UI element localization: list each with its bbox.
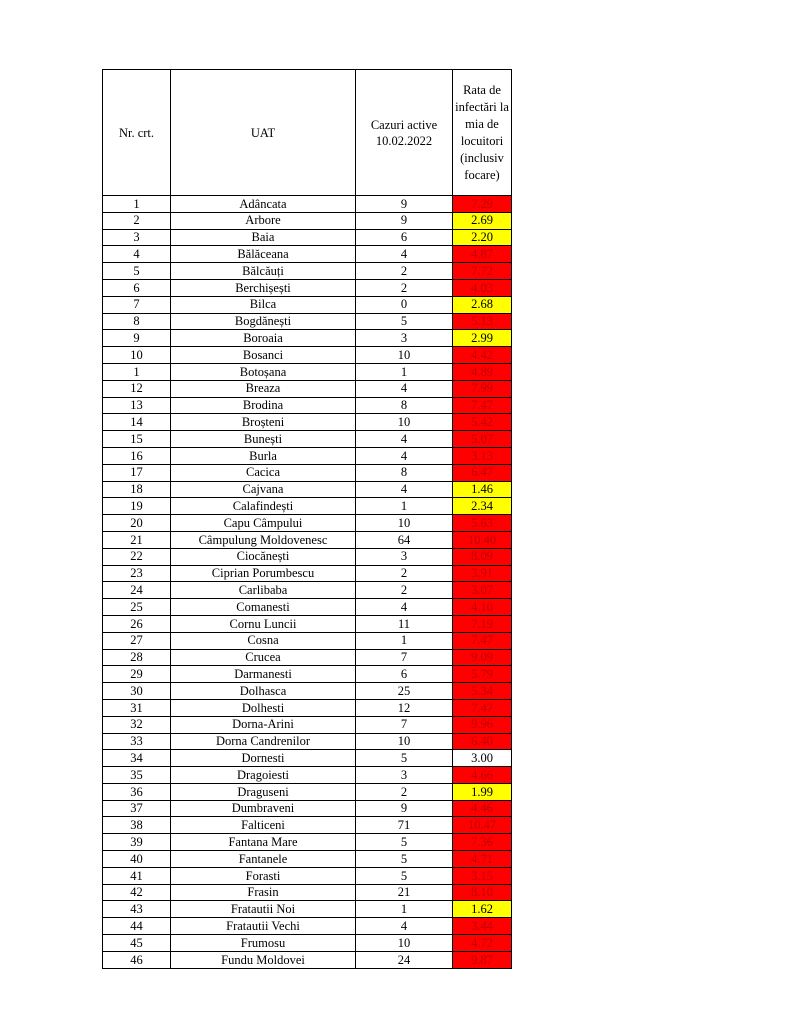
cell-infection-rate: 6.47 [453,464,512,481]
cell-uat: Baia [171,229,356,246]
cell-infection-rate: 2.20 [453,229,512,246]
cell-nr: 35 [103,767,171,784]
table-row [103,313,512,330]
cell-infection-rate: 9.87 [453,951,512,968]
table-row [103,733,512,750]
cell-uat: Botoșana [171,363,356,380]
cell-nr: 32 [103,716,171,733]
cell-nr: 30 [103,683,171,700]
cell-active-cases: 3 [356,767,453,784]
cell-infection-rate: 7.47 [453,397,512,414]
cell-nr: 34 [103,750,171,767]
cell-nr: 45 [103,935,171,952]
table-row [103,615,512,632]
cell-active-cases: 2 [356,279,453,296]
table-row [103,632,512,649]
cell-uat: Forasti [171,867,356,884]
cell-active-cases: 4 [356,431,453,448]
cell-nr: 3 [103,229,171,246]
cell-active-cases: 1 [356,632,453,649]
cell-infection-rate: 5.34 [453,683,512,700]
header-active-cases: Cazuri active 10.02.2022 [356,70,453,196]
table-row [103,783,512,800]
cell-active-cases: 64 [356,531,453,548]
cell-infection-rate: 9.96 [453,716,512,733]
cell-infection-rate: 4.03 [453,279,512,296]
cell-infection-rate: 5.07 [453,431,512,448]
cell-uat: Bogdănești [171,313,356,330]
cell-infection-rate: 2.68 [453,296,512,313]
cell-infection-rate: 5.63 [453,515,512,532]
table-row [103,212,512,229]
cell-infection-rate: 4.10 [453,599,512,616]
cell-active-cases: 12 [356,699,453,716]
cell-active-cases: 9 [356,212,453,229]
cell-active-cases: 5 [356,867,453,884]
table-row [103,246,512,263]
cell-nr: 27 [103,632,171,649]
table-row [103,515,512,532]
cell-infection-rate: 5.42 [453,414,512,431]
cell-active-cases: 4 [356,481,453,498]
table-row [103,666,512,683]
cell-infection-rate: 4.87 [453,246,512,263]
cell-nr: 8 [103,313,171,330]
cell-infection-rate: 4.66 [453,767,512,784]
cell-infection-rate: 10.47 [453,817,512,834]
cell-infection-rate: 9.09 [453,649,512,666]
cell-infection-rate: 2.99 [453,330,512,347]
cell-infection-rate: 7.47 [453,632,512,649]
cell-active-cases: 5 [356,834,453,851]
cell-active-cases: 1 [356,901,453,918]
cell-infection-rate: 4.72 [453,935,512,952]
cases-table [102,69,512,969]
cell-infection-rate: 7.29 [453,196,512,213]
cell-uat: Fantana Mare [171,834,356,851]
table-row [103,884,512,901]
cell-active-cases: 25 [356,683,453,700]
cell-active-cases: 1 [356,363,453,380]
cell-nr: 12 [103,380,171,397]
table-row [103,363,512,380]
cell-nr: 2 [103,212,171,229]
cell-nr: 28 [103,649,171,666]
cell-active-cases: 5 [356,851,453,868]
cell-nr: 6 [103,279,171,296]
cell-infection-rate: 3.15 [453,867,512,884]
table-row [103,834,512,851]
cell-uat: Câmpulung Moldovenesc [171,531,356,548]
header-uat: UAT [171,70,356,196]
cell-active-cases: 6 [356,666,453,683]
table-row [103,296,512,313]
cell-nr: 39 [103,834,171,851]
cell-uat: Fantanele [171,851,356,868]
cell-infection-rate: 5.79 [453,666,512,683]
cell-nr: 29 [103,666,171,683]
cell-infection-rate: 2.34 [453,498,512,515]
cell-nr: 20 [103,515,171,532]
cell-active-cases: 71 [356,817,453,834]
table-row [103,582,512,599]
cell-nr: 38 [103,817,171,834]
cell-nr: 31 [103,699,171,716]
cell-uat: Breaza [171,380,356,397]
cell-uat: Capu Câmpului [171,515,356,532]
cell-active-cases: 7 [356,716,453,733]
table-row [103,380,512,397]
cell-infection-rate: 8.09 [453,548,512,565]
cell-active-cases: 4 [356,918,453,935]
cell-uat: Fundu Moldovei [171,951,356,968]
table-row [103,649,512,666]
table-row [103,750,512,767]
table-row [103,347,512,364]
cell-active-cases: 4 [356,599,453,616]
cell-infection-rate: 4.42 [453,347,512,364]
table-row [103,867,512,884]
cell-active-cases: 5 [356,313,453,330]
cell-uat: Dornesti [171,750,356,767]
cell-infection-rate: 3.07 [453,582,512,599]
cell-infection-rate: 10.40 [453,531,512,548]
cell-uat: Ciocănești [171,548,356,565]
table-row [103,531,512,548]
cell-infection-rate: 7.36 [453,834,512,851]
table-row [103,951,512,968]
cell-uat: Adâncata [171,196,356,213]
cell-nr: 9 [103,330,171,347]
table-row [103,330,512,347]
cell-active-cases: 24 [356,951,453,968]
cell-active-cases: 8 [356,464,453,481]
cell-infection-rate: 4.71 [453,851,512,868]
cell-nr: 46 [103,951,171,968]
cell-uat: Ciprian Porumbescu [171,565,356,582]
cell-uat: Darmanesti [171,666,356,683]
table-row [103,498,512,515]
cell-active-cases: 7 [356,649,453,666]
cell-uat: Dragoiesti [171,767,356,784]
cell-uat: Bosanci [171,347,356,364]
cell-active-cases: 10 [356,414,453,431]
table-row [103,851,512,868]
cell-uat: Draguseni [171,783,356,800]
table-row [103,699,512,716]
cell-uat: Fratautii Vechi [171,918,356,935]
cell-nr: 15 [103,431,171,448]
table-row [103,263,512,280]
cell-active-cases: 6 [356,229,453,246]
cell-uat: Calafindești [171,498,356,515]
cell-active-cases: 10 [356,515,453,532]
cell-active-cases: 8 [356,397,453,414]
cell-uat: Falticeni [171,817,356,834]
cell-infection-rate: 4.89 [453,363,512,380]
table-row [103,800,512,817]
cell-active-cases: 2 [356,582,453,599]
cell-nr: 22 [103,548,171,565]
cell-infection-rate: 3.91 [453,565,512,582]
cell-nr: 42 [103,884,171,901]
cell-uat: Dolhasca [171,683,356,700]
cell-uat: Cacica [171,464,356,481]
cell-active-cases: 4 [356,447,453,464]
cell-active-cases: 3 [356,330,453,347]
cell-uat: Comanesti [171,599,356,616]
cell-nr: 43 [103,901,171,918]
header-nr: Nr. crt. [103,70,171,196]
table-row [103,279,512,296]
cell-active-cases: 10 [356,935,453,952]
cell-nr: 44 [103,918,171,935]
header-row [103,70,512,196]
cell-active-cases: 10 [356,347,453,364]
table-row [103,548,512,565]
cell-active-cases: 1 [356,498,453,515]
table-row [103,565,512,582]
table-row [103,918,512,935]
cell-uat: Boroaia [171,330,356,347]
cell-active-cases: 0 [356,296,453,313]
cell-nr: 4 [103,246,171,263]
cell-active-cases: 4 [356,246,453,263]
table-row [103,935,512,952]
cell-infection-rate: 1.62 [453,901,512,918]
cell-uat: Broșteni [171,414,356,431]
cell-active-cases: 10 [356,733,453,750]
table-row [103,683,512,700]
cell-uat: Frumosu [171,935,356,952]
cell-nr: 18 [103,481,171,498]
cell-nr: 14 [103,414,171,431]
table-row [103,716,512,733]
cell-uat: Brodina [171,397,356,414]
cell-active-cases: 2 [356,565,453,582]
cell-active-cases: 4 [356,380,453,397]
cell-active-cases: 11 [356,615,453,632]
cell-uat: Dorna-Arini [171,716,356,733]
cell-nr: 10 [103,347,171,364]
table-row [103,414,512,431]
table-row [103,431,512,448]
table-row [103,447,512,464]
cell-infection-rate: 5.13 [453,313,512,330]
cell-uat: Fratautii Noi [171,901,356,918]
cell-uat: Arbore [171,212,356,229]
cell-infection-rate: 7.47 [453,699,512,716]
cell-nr: 33 [103,733,171,750]
cell-active-cases: 9 [356,800,453,817]
table-row [103,229,512,246]
cell-infection-rate: 7.99 [453,380,512,397]
cell-uat: Bilca [171,296,356,313]
cell-nr: 16 [103,447,171,464]
cell-nr: 21 [103,531,171,548]
cell-nr: 1 [103,196,171,213]
cell-uat: Cornu Luncii [171,615,356,632]
header-infection-rate: Rata de infectări la mia de locuitori (inclusiv focare) [453,70,512,196]
table-body [103,70,512,969]
cell-infection-rate: 7.19 [453,615,512,632]
cell-infection-rate: 8.10 [453,884,512,901]
cell-active-cases: 5 [356,750,453,767]
cell-infection-rate: 2.69 [453,212,512,229]
cell-nr: 13 [103,397,171,414]
cell-infection-rate: 4.46 [453,800,512,817]
cell-nr: 7 [103,296,171,313]
table-row [103,599,512,616]
cell-infection-rate: 6.40 [453,733,512,750]
table-row [103,817,512,834]
cell-uat: Cosna [171,632,356,649]
table-row [103,464,512,481]
cell-nr: 24 [103,582,171,599]
table-row [103,397,512,414]
cell-nr: 5 [103,263,171,280]
cell-nr: 23 [103,565,171,582]
table-row [103,481,512,498]
cell-nr: 37 [103,800,171,817]
cell-nr: 26 [103,615,171,632]
cell-uat: Cajvana [171,481,356,498]
cell-uat: Dorna Candrenilor [171,733,356,750]
cell-active-cases: 9 [356,196,453,213]
cell-infection-rate: 7.72 [453,263,512,280]
cell-infection-rate: 3.00 [453,750,512,767]
cell-uat: Frasin [171,884,356,901]
table-row [103,767,512,784]
table-row [103,196,512,213]
cell-active-cases: 3 [356,548,453,565]
cell-nr: 25 [103,599,171,616]
cell-nr: 40 [103,851,171,868]
cell-active-cases: 2 [356,783,453,800]
cell-uat: Dolhesti [171,699,356,716]
cell-uat: Bălcăuți [171,263,356,280]
cell-nr: 41 [103,867,171,884]
cell-nr: 19 [103,498,171,515]
cell-nr: 36 [103,783,171,800]
cell-uat: Dumbraveni [171,800,356,817]
table-row [103,901,512,918]
cell-uat: Bunești [171,431,356,448]
cell-infection-rate: 1.99 [453,783,512,800]
cell-nr: 17 [103,464,171,481]
cell-infection-rate: 3.44 [453,918,512,935]
cell-uat: Bălăceana [171,246,356,263]
cell-uat: Carlibaba [171,582,356,599]
cell-uat: Berchișești [171,279,356,296]
cell-infection-rate: 3.13 [453,447,512,464]
cell-infection-rate: 1.46 [453,481,512,498]
cell-active-cases: 21 [356,884,453,901]
cell-uat: Crucea [171,649,356,666]
cell-uat: Burla [171,447,356,464]
cell-nr: 1 [103,363,171,380]
cell-active-cases: 2 [356,263,453,280]
